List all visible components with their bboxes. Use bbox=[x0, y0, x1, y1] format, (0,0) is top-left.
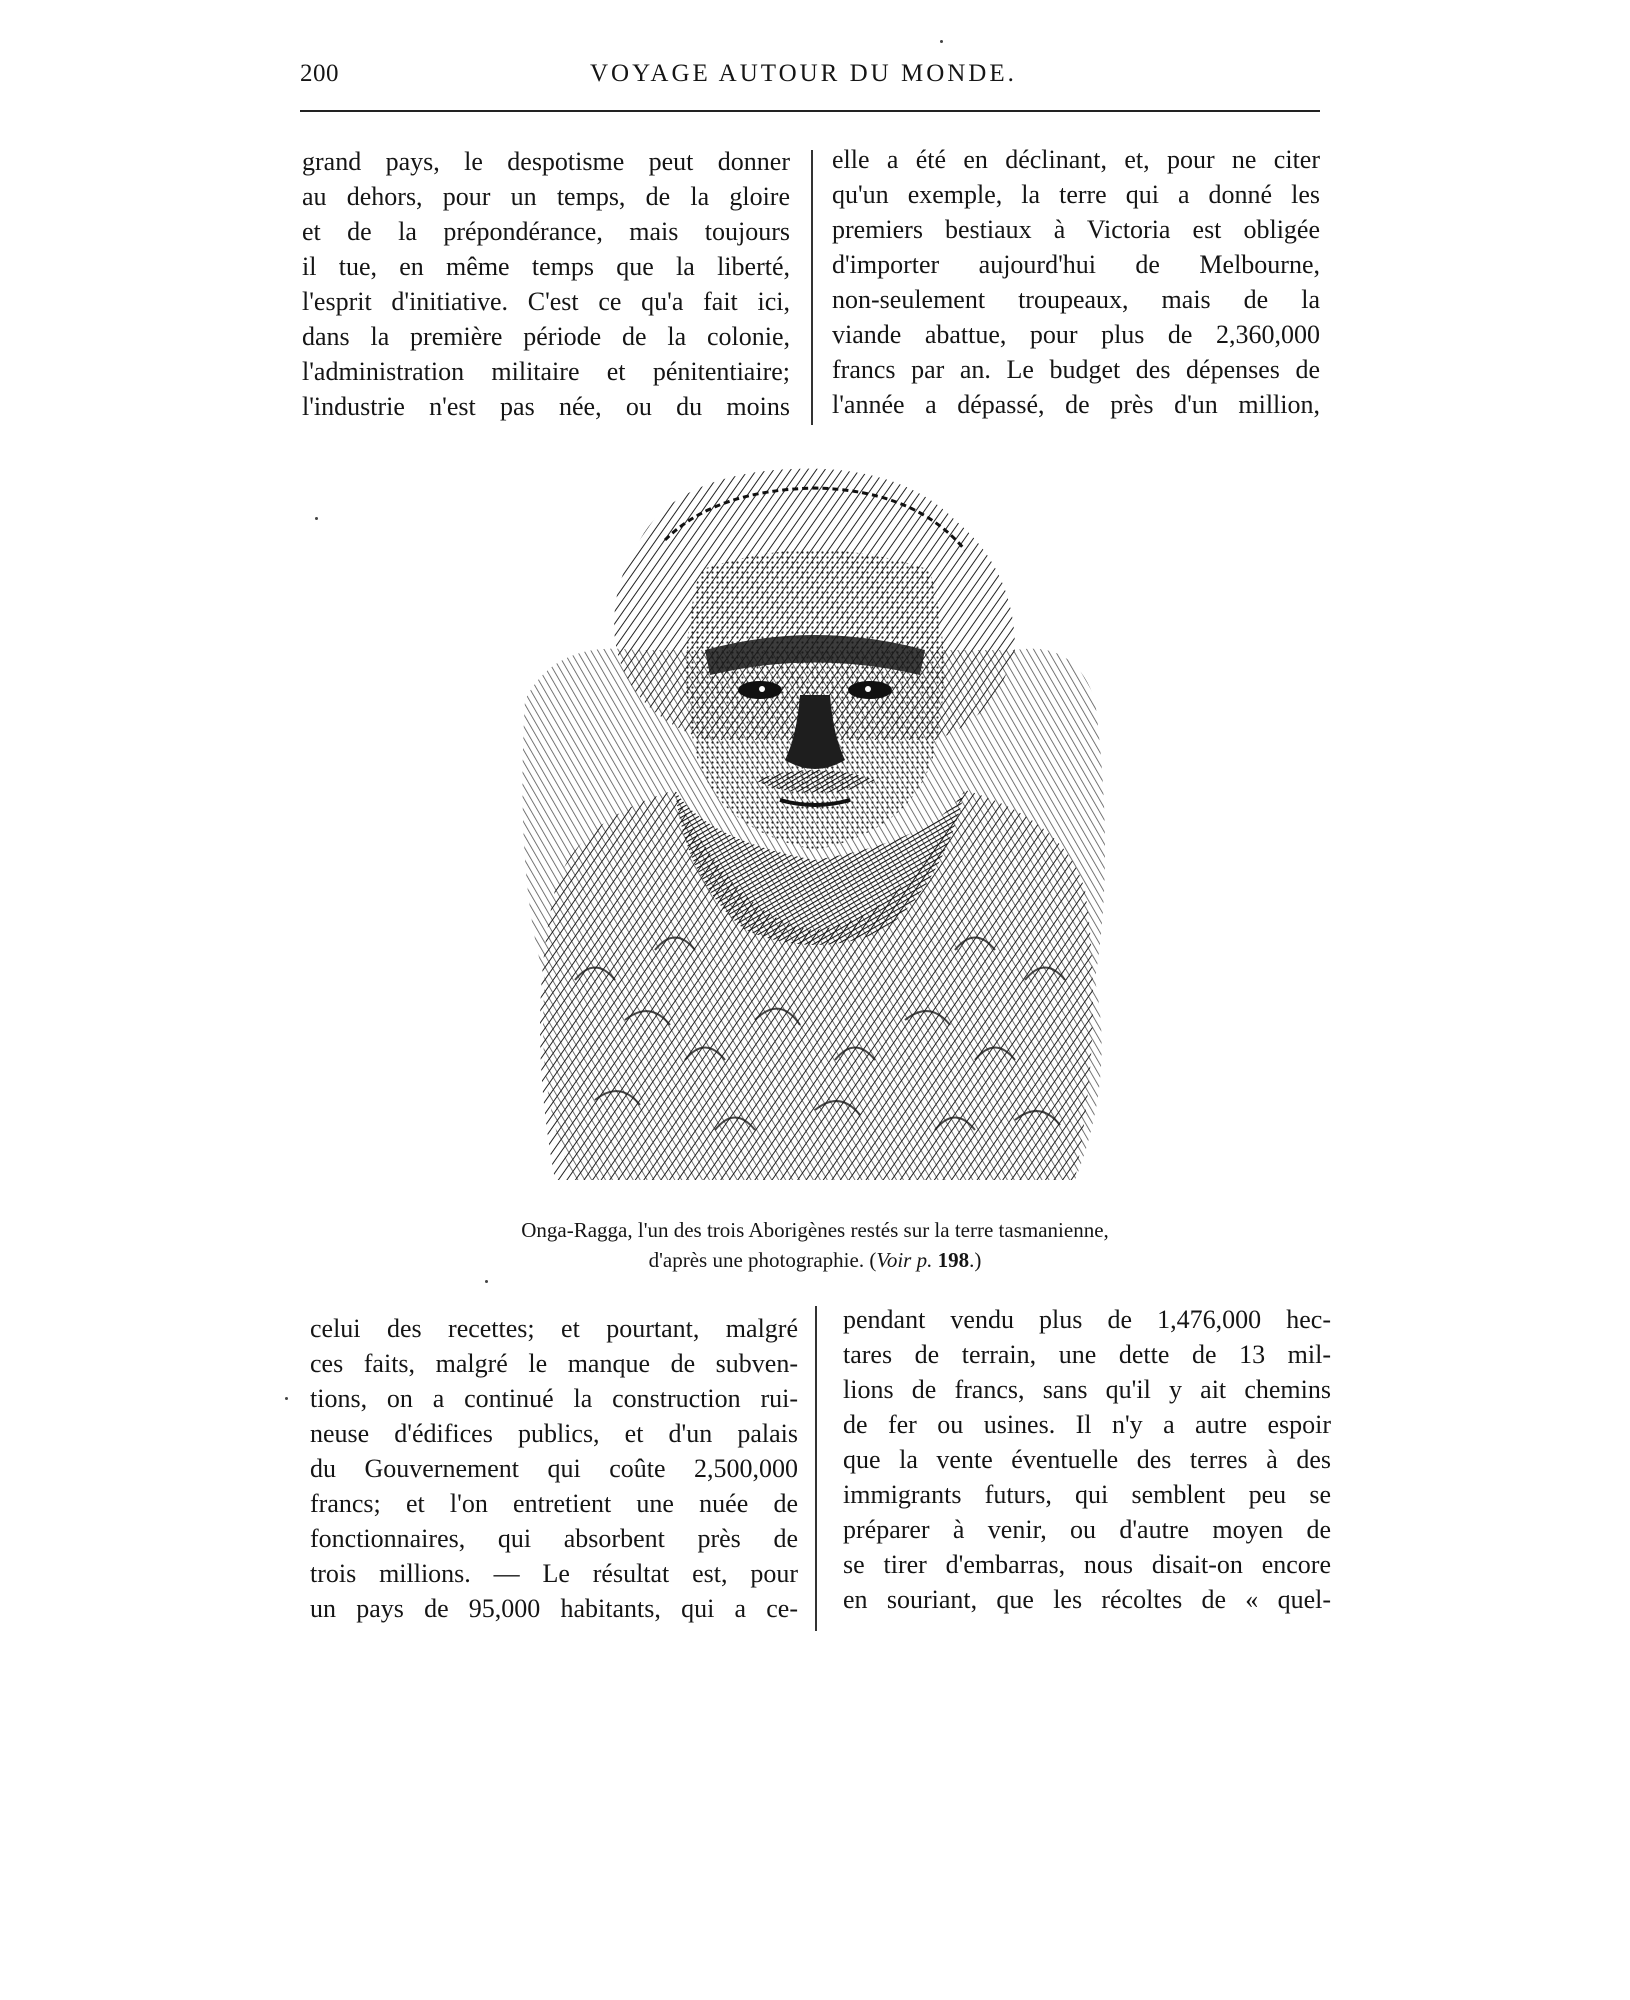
text-line: du Gouvernement qui coûte 2,500,000 bbox=[310, 1454, 798, 1483]
text-line: neuse d'édifices publics, et d'un palais bbox=[310, 1419, 798, 1448]
text-line: de fer ou usines. Il n'y a autre espoir bbox=[843, 1410, 1331, 1439]
text-line: préparer à venir, ou d'autre moyen de bbox=[843, 1515, 1331, 1544]
portrait-engraving-illustration bbox=[515, 460, 1115, 1190]
running-title: VOYAGE AUTOUR DU MONDE. bbox=[590, 60, 1017, 87]
text-line: dans la première période de la colonie, bbox=[302, 322, 790, 351]
text-line: non-seulement troupeaux, mais de la bbox=[832, 285, 1320, 314]
text-line: lions de francs, sans qu'il y ait chemins bbox=[843, 1375, 1331, 1404]
text-column-top-left bbox=[302, 144, 790, 424]
text-column-top-right bbox=[832, 142, 1320, 422]
figure-caption bbox=[400, 1215, 1230, 1275]
text-line: l'esprit d'initiative. C'est ce qu'a fait ici, bbox=[302, 287, 790, 316]
text-line: celui des recettes; et pourtant, malgré bbox=[310, 1314, 798, 1343]
engraving-portrait bbox=[515, 460, 1115, 1190]
text-line: l'industrie n'est pas née, ou du moins bbox=[302, 392, 790, 421]
column-divider-top bbox=[811, 150, 813, 425]
text-line: immigrants futurs, qui semblent peu se bbox=[843, 1480, 1331, 1509]
text-line: en souriant, que les récoltes de « quel- bbox=[843, 1585, 1331, 1614]
text-line: pendant vendu plus de 1,476,000 hec- bbox=[843, 1305, 1331, 1334]
text-line: grand pays, le despotisme peut donner bbox=[302, 147, 790, 176]
text-line: tares de terrain, une dette de 13 mil- bbox=[843, 1340, 1331, 1369]
text-line: tions, on a continué la construction rui- bbox=[310, 1384, 798, 1413]
text-line: il tue, en même temps que la liberté, bbox=[302, 252, 790, 281]
text-line: elle a été en déclinant, et, pour ne citer bbox=[832, 145, 1320, 174]
text-column-bottom-left bbox=[310, 1311, 798, 1626]
text-line: se tirer d'embarras, nous disait-on encore bbox=[843, 1550, 1331, 1579]
header-rule bbox=[300, 110, 1320, 112]
text-line: fonctionnaires, qui absorbent près de bbox=[310, 1524, 798, 1553]
column-divider-bottom bbox=[815, 1306, 817, 1631]
text-line: premiers bestiaux à Victoria est obligée bbox=[832, 215, 1320, 244]
speck bbox=[315, 517, 318, 520]
text-line: trois millions. — Le résultat est, pour bbox=[310, 1559, 798, 1588]
text-line: que la vente éventuelle des terres à des bbox=[843, 1445, 1331, 1474]
caption-page-ref: 198 bbox=[937, 1248, 970, 1272]
caption-line-2-suffix: .) bbox=[969, 1248, 982, 1272]
text-line: l'année a dépassé, de près d'un million, bbox=[832, 390, 1320, 419]
speck bbox=[285, 1397, 288, 1400]
text-line: d'importer aujourd'hui de Melbourne, bbox=[832, 250, 1320, 279]
page-number: 200 bbox=[300, 60, 339, 87]
text-line: francs par an. Le budget des dépenses de bbox=[832, 355, 1320, 384]
caption-voir: Voir p. bbox=[876, 1248, 933, 1272]
caption-line-2-prefix: d'après une photographie. ( bbox=[648, 1248, 877, 1272]
caption-line-1: Onga-Ragga, l'un des trois Aborigènes restés sur la terre tasmanienne, bbox=[521, 1218, 1109, 1242]
text-line: qu'un exemple, la terre qui a donné les bbox=[832, 180, 1320, 209]
text-line: un pays de 95,000 habitants, qui a ce- bbox=[310, 1594, 798, 1623]
speck bbox=[485, 1280, 488, 1283]
text-line: ces faits, malgré le manque de subven- bbox=[310, 1349, 798, 1378]
text-line: francs; et l'on entretient une nuée de bbox=[310, 1489, 798, 1518]
text-line: et de la prépondérance, mais toujours bbox=[302, 217, 790, 246]
speck bbox=[940, 40, 943, 43]
caption-line-2 bbox=[400, 1245, 1230, 1275]
text-line: l'administration militaire et pénitentiaire; bbox=[302, 357, 790, 386]
text-column-bottom-right bbox=[843, 1302, 1331, 1617]
text-line: viande abattue, pour plus de 2,360,000 bbox=[832, 320, 1320, 349]
text-line: au dehors, pour un temps, de la gloire bbox=[302, 182, 790, 211]
